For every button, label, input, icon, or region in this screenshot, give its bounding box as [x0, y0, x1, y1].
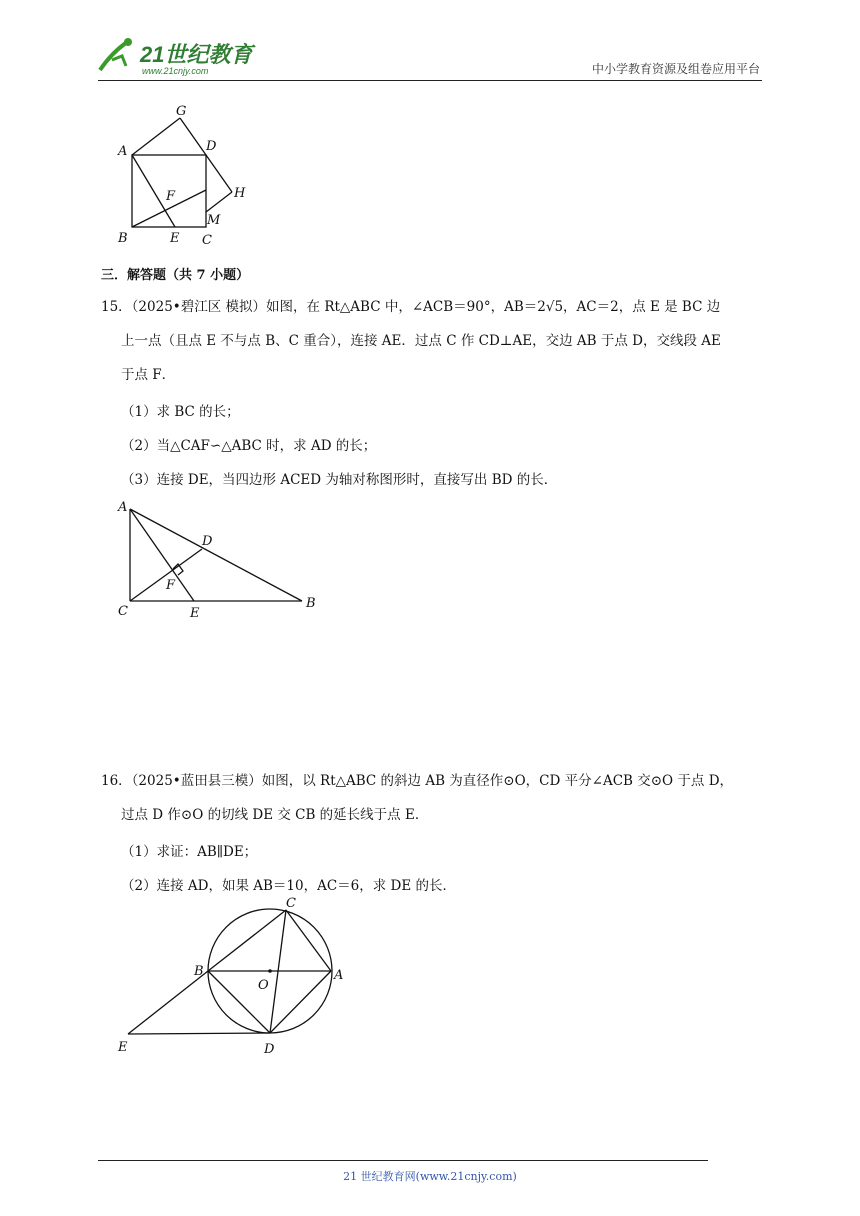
header-platform-name: 中小学教育资源及组卷应用平台	[591, 62, 760, 76]
q16-label-o: O	[258, 978, 269, 993]
figure-square	[110, 100, 260, 254]
label-b: B	[118, 231, 128, 246]
section-title: 三．解答题（共 7 小题）	[101, 268, 250, 283]
label-f: F	[166, 189, 176, 204]
q16-label-e: E	[118, 1040, 128, 1055]
q16-line2: 过点 D 作⊙O 的切线 DE 交 CB 的延长线于点 E．	[121, 807, 429, 823]
q15-sub2: （2）当△CAF∽△ABC 时，求 AD 的长；	[121, 438, 377, 454]
footer-text[interactable]: 21 世纪教育网(www.21cnjy.com)	[343, 1170, 517, 1183]
q15-line3: 于点 F．	[121, 367, 176, 383]
figure-right-triangle	[110, 495, 330, 629]
q15-label-f: F	[166, 578, 176, 593]
header-divider	[98, 80, 762, 81]
label-m: M	[207, 213, 221, 228]
q15-sub1: （1）求 BC 的长；	[121, 404, 240, 420]
label-d: D	[206, 139, 217, 154]
label-a: A	[118, 144, 128, 159]
q15-label-b: B	[306, 596, 316, 611]
q16-line1: 16．（2025•蓝田县三模）如图，以 Rt△ABC 的斜边 AB 为直径作⊙O，CD 平分∠ACB 交⊙O 于点 D，	[101, 773, 734, 789]
q16-sub2: （2）连接 AD，如果 AB＝10，AC＝6，求 DE 的长．	[121, 878, 457, 894]
label-e: E	[170, 231, 180, 246]
q15-sub3: （3）连接 DE，当四边形 ACED 为轴对称图形时，直接写出 BD 的长．	[121, 472, 558, 488]
q16-label-d: D	[264, 1042, 275, 1057]
q15-line1: 15．（2025•碧江区 模拟）如图，在 Rt△ABC 中，∠ACB＝90°，AB＝2√5，AC＝2，点 E 是 BC 边	[101, 299, 721, 315]
site-logo	[92, 32, 262, 80]
logo-url: www.21cnjy.com	[142, 66, 209, 76]
logo-text: 21世纪教育	[140, 42, 253, 67]
q15-label-c: C	[118, 604, 128, 619]
label-c: C	[202, 233, 212, 248]
label-h: H	[234, 186, 246, 201]
q15-label-a: A	[118, 500, 128, 515]
q15-label-d: D	[202, 534, 213, 549]
q16-label-c: C	[286, 896, 296, 911]
figure-circle	[110, 895, 360, 1069]
footer-divider	[98, 1160, 708, 1161]
q16-label-a: A	[334, 968, 344, 983]
q15-label-e: E	[190, 606, 200, 621]
q16-sub1: （1）求证：AB∥DE；	[121, 844, 258, 860]
q15-line2: 上一点（且点 E 不与点 B、C 重合），连接 AE．过点 C 作 CD⊥AE，交边 AB 于点 D，交线段 AE	[121, 333, 721, 349]
label-g: G	[176, 104, 187, 119]
q16-label-b: B	[194, 964, 204, 979]
